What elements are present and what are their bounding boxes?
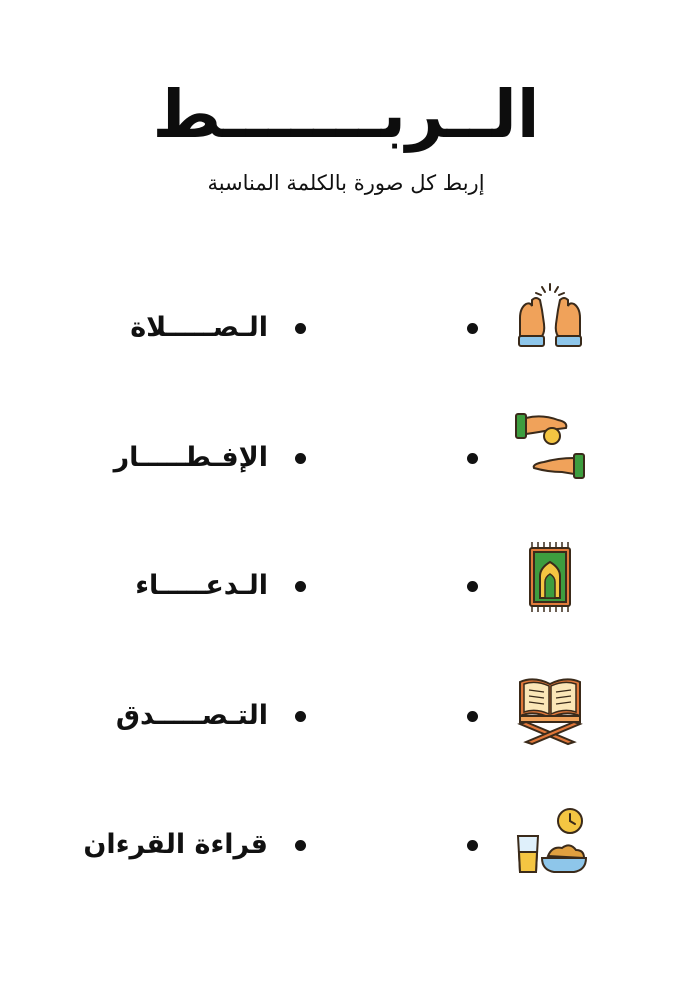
icon-connector-dot[interactable] <box>467 323 478 334</box>
instructions: إربط كل صورة بالكلمة المناسبة <box>207 171 485 195</box>
match-row-5 <box>0 804 692 894</box>
word-connector-dot[interactable] <box>295 711 306 722</box>
word-label: الـصـــــلاة <box>130 312 268 343</box>
match-row-1 <box>0 280 692 370</box>
icon-connector-dot[interactable] <box>467 711 478 722</box>
word-connector-dot[interactable] <box>295 581 306 592</box>
quran-on-stand-icon <box>512 672 588 748</box>
praying-hands-icon <box>512 280 588 356</box>
word-label: الـدعـــــاء <box>135 570 268 601</box>
match-row-3 <box>0 540 692 630</box>
giving-charity-icon <box>512 408 588 484</box>
match-row-2 <box>0 408 692 498</box>
word-connector-dot[interactable] <box>295 323 306 334</box>
page-title: الــربـــــــط <box>152 76 540 153</box>
match-row-4 <box>0 672 692 762</box>
iftar-meal-icon <box>512 804 588 880</box>
icon-connector-dot[interactable] <box>467 840 478 851</box>
word-label: التـصـــــدق <box>115 700 268 731</box>
word-connector-dot[interactable] <box>295 453 306 464</box>
icon-connector-dot[interactable] <box>467 453 478 464</box>
icon-connector-dot[interactable] <box>467 581 478 592</box>
prayer-mat-icon <box>512 540 588 616</box>
word-label: الإفـطـــــار <box>113 442 268 473</box>
word-connector-dot[interactable] <box>295 840 306 851</box>
word-label: قراءة القرءان <box>83 829 268 860</box>
